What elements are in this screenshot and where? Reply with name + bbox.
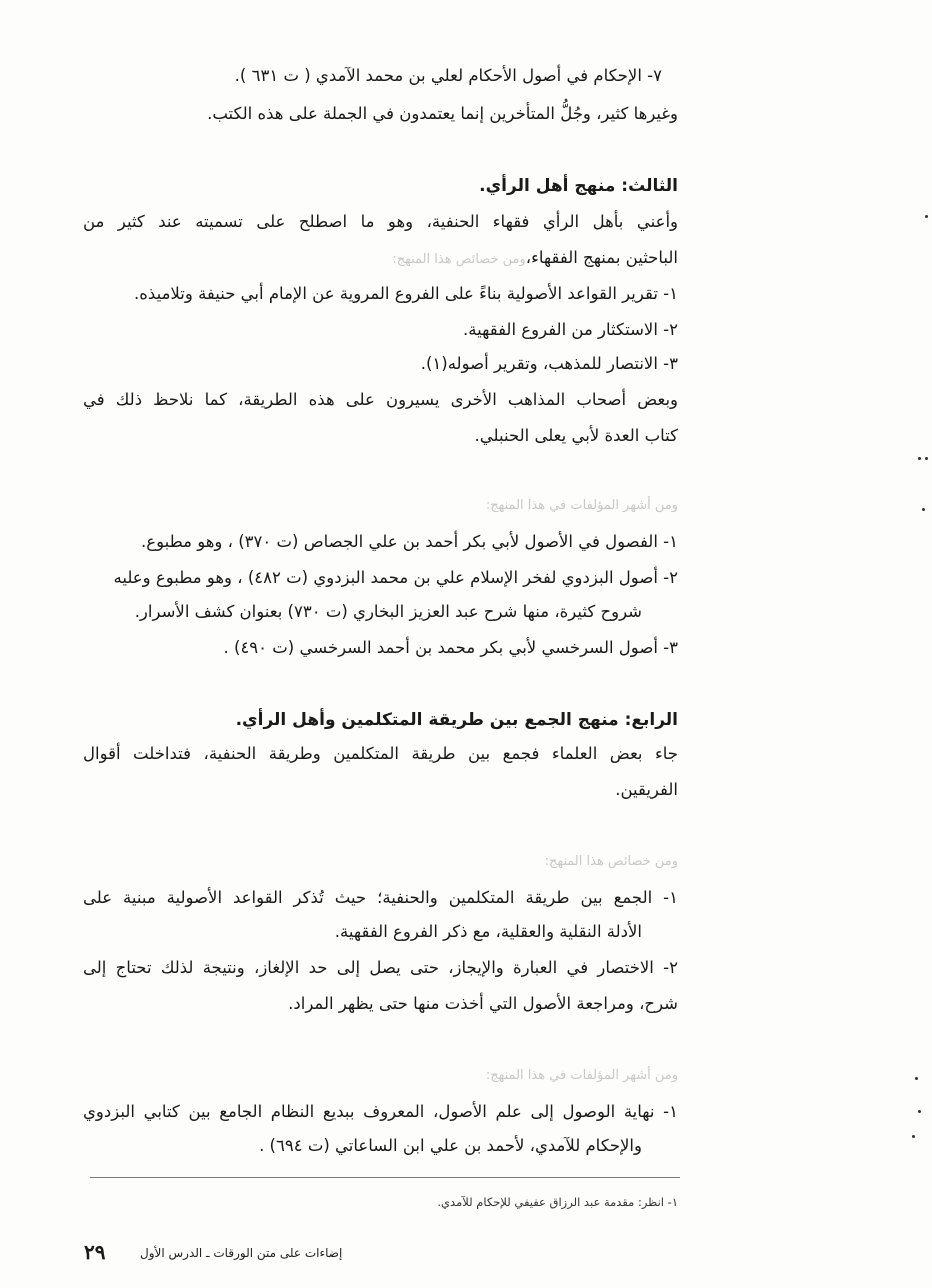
- paragraph-text: الباحثين بمنهج الفقهاء،: [525, 248, 678, 267]
- scan-speck: [925, 215, 928, 218]
- list-item: ٢- الاستكثار من الفروع الفقهية.: [463, 320, 678, 339]
- list-item: ٣- الانتصار للمذهب، وتقرير أصوله(١).: [420, 354, 678, 373]
- paragraph-line: [392, 246, 678, 272]
- page-number: ٢٩: [84, 1240, 106, 1264]
- list-item: ٢- الاختصار في العبارة والإيجاز، حتى يصل إلى حد الإلغاز، ونتيجة لذلك تحتاج إلى: [83, 958, 678, 977]
- paragraph-line: وبعض أصحاب المذاهب الأخرى يسيرون على هذه الطريقة، كما نلاحظ ذلك في: [83, 390, 678, 409]
- scan-speck: [918, 457, 921, 460]
- paragraph-line: جاء بعض العلماء فجمع بين طريقة المتكلمين وطريقة الحنفية، فتداخلت أقوال: [83, 744, 678, 763]
- paragraph-line: وأعني بأهل الرأي فقهاء الحنفية، وهو ما اصطلح على تسميته عند كثير من: [83, 212, 678, 231]
- scan-speck: [915, 1077, 918, 1080]
- running-head: إضاءات على متن الورقات ـ الدرس الأول: [140, 1246, 343, 1260]
- list-item: ٢- أصول البزدوي لفخر الإسلام علي بن محمد البزدوي (ت ٤٨٢) ، وهو مطبوع وعليه: [113, 568, 678, 587]
- faded-heading: ومن أشهر المؤلفات في هذا المنهج:: [485, 1068, 678, 1083]
- list-item-continuation: شرح، ومراجعة الأصول التي أخذت منها حتى يظهر المراد.: [288, 994, 678, 1013]
- faded-heading: ومن أشهر المؤلفات في هذا المنهج:: [485, 498, 678, 513]
- list-item: ١- الجمع بين طريقة المتكلمين والحنفية؛ حيث تُذكر القواعد الأصولية مبنية على: [83, 888, 678, 907]
- section-heading-third: الثالث: منهج أهل الرأي.: [479, 176, 678, 196]
- list-item: ٣- أصول السرخسي لأبي بكر محمد بن أحمد السرخسي (ت ٤٩٠) .: [223, 638, 678, 657]
- list-item-7: ٧- الإحكام في أصول الأحكام لعلي بن محمد الآمدي ( ت ٦٣١ ).: [234, 66, 662, 85]
- faded-text: ومن خصائص هذا المنهج:: [392, 252, 526, 267]
- scan-speck: [918, 1110, 921, 1113]
- list-item: ١- نهاية الوصول إلى علم الأصول، المعروف ببديع النظام الجامع بين كتابي البزدوي: [83, 1102, 678, 1121]
- paragraph-line: وغيرها كثير، وجُلُّ المتأخرين إنما يعتمدون في الجملة على هذه الكتب.: [207, 104, 678, 123]
- scan-speck: [922, 508, 925, 511]
- list-item-continuation: الأدلة النقلية والعقلية، مع ذكر الفروع الفقهية.: [334, 922, 642, 941]
- section-heading-fourth: الرابع: منهج الجمع بين طريقة المتكلمين وأهل الرأي.: [235, 710, 678, 730]
- scan-speck: [912, 1135, 915, 1138]
- paragraph-line: الفريقين.: [615, 780, 678, 799]
- list-item-continuation: والإحكام للآمدي، لأحمد بن علي ابن الساعاتي (ت ٦٩٤) .: [259, 1136, 642, 1155]
- paragraph-line: كتاب العدة لأبي يعلى الحنبلي.: [474, 426, 678, 445]
- footnote: ١- انظر: مقدمة عبد الرزاق عفيفي للإحكام للآمدي.: [437, 1195, 678, 1209]
- list-item-continuation: شروح كثيرة، منها شرح عبد العزيز البخاري (ت ٧٣٠) بعنوان كشف الأسرار.: [134, 602, 642, 621]
- list-item: ١- تقرير القواعد الأصولية بناءً على الفروع المروية عن الإمام أبي حنيفة وتلاميذه.: [134, 284, 678, 303]
- faded-heading: ومن خصائص هذا المنهج:: [544, 854, 678, 869]
- scan-speck: [925, 457, 928, 460]
- list-item: ١- الفصول في الأصول لأبي بكر أحمد بن علي الجصاص (ت ٣٧٠) ، وهو مطبوع.: [140, 532, 678, 551]
- footnote-rule: [90, 1177, 680, 1178]
